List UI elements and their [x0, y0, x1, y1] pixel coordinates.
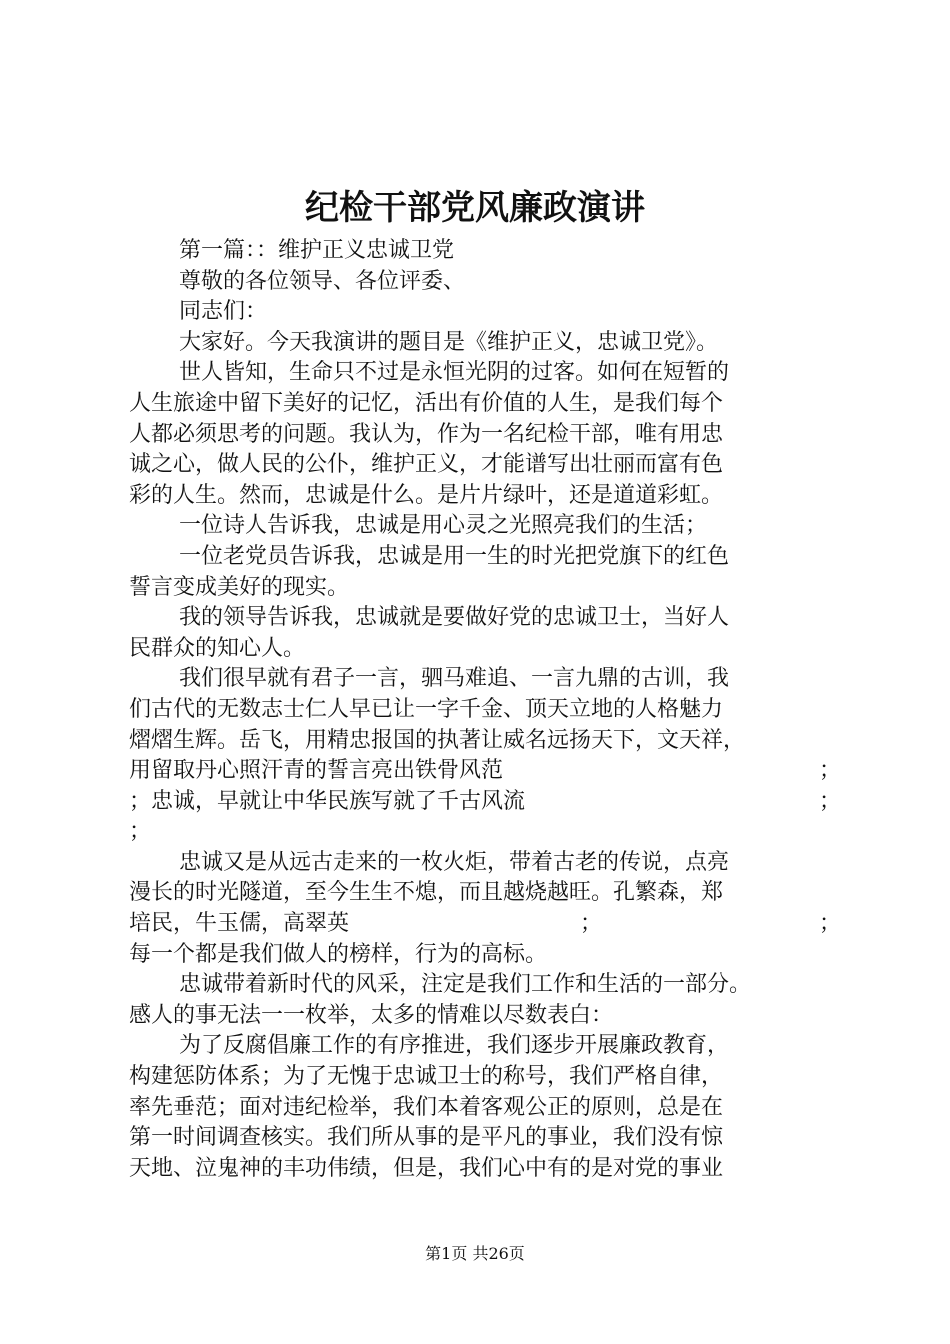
paragraph-line: 誓言变成美好的现实。: [129, 574, 350, 600]
line-text: 用留取丹心照汗青的誓言亮出铁骨风范: [129, 758, 504, 784]
line-text: ；忠诚，早就让中华民族写就了千古风流: [129, 788, 526, 814]
paragraph-line: 们古代的无数志士仁人早已让一字千金、顶天立地的人格魅力: [129, 696, 724, 722]
paragraph-line: 熠熠生辉。岳飞，用精忠报国的执著让威名远扬天下，文天祥，: [129, 727, 746, 753]
paragraph-line: ；: [129, 819, 152, 845]
line-semicolon: ；: [818, 788, 841, 814]
paragraph-line: 第一时间调查核实。我们所从事的是平凡的事业，我们没有惊: [129, 1125, 724, 1151]
paragraph-line: 我们很早就有君子一言，驷马难追、一言九鼎的古训，我: [179, 666, 730, 692]
paragraph-line: 我的领导告诉我，忠诚就是要做好党的忠诚卫士，当好人: [179, 605, 730, 631]
paragraph-line: 诚之心，做人民的公仆，维护正义，才能谱写出壮丽而富有色: [129, 452, 724, 478]
paragraph-line: 每一个都是我们做人的榜样，行为的高标。: [129, 941, 548, 967]
paragraph-line: 同志们：: [179, 299, 268, 325]
paragraph-line: 一位诗人告诉我，忠诚是用心灵之光照亮我们的生活；: [179, 513, 708, 539]
line-semicolon: ；: [818, 911, 841, 937]
paragraph-line: 天地、泣鬼神的丰功伟绩，但是，我们心中有的是对党的事业: [129, 1155, 724, 1181]
line-text: 培民，牛玉儒，高翠英: [129, 911, 350, 937]
paragraph-line: 世人皆知，生命只不过是永恒光阴的过客。如何在短暂的: [179, 360, 730, 386]
paragraph-line: 大家好。今天我演讲的题目是《维护正义，忠诚卫党》。: [179, 329, 719, 355]
paragraph-line: 忠诚又是从远古走来的一枚火炬，带着古老的传说，点亮: [179, 849, 730, 875]
paragraph-line: 一位老党员告诉我，忠诚是用一生的时光把党旗下的红色: [179, 543, 730, 569]
paragraph-line: 民群众的知心人。: [129, 635, 306, 661]
document-body: [129, 236, 841, 1184]
paragraph-line: [129, 909, 841, 940]
paragraph-line: 感人的事无法一一枚举，太多的情难以尽数表白：: [129, 1002, 614, 1028]
paragraph-line: 为了反腐倡廉工作的有序推进，我们逐步开展廉政教育，: [179, 1033, 730, 1059]
document-title: 纪检干部党风廉政演讲: [305, 188, 645, 228]
paragraph-line: 尊敬的各位领导、各位评委、: [179, 268, 466, 294]
paragraph-line: 漫长的时光隧道，至今生生不熄，而且越烧越旺。孔繁森，郑: [129, 880, 724, 906]
paragraph-line: 率先垂范；面对违纪检举，我们本着客观公正的原则，总是在: [129, 1094, 724, 1120]
paragraph-line: [129, 787, 841, 818]
page-footer: 第1页 共26页: [425, 1244, 525, 1263]
paragraph-line: 人都必须思考的问题。我认为，作为一名纪检干部，唯有用忠: [129, 421, 724, 447]
paragraph-line: 忠诚带着新时代的风采，注定是我们工作和生活的一部分。: [179, 972, 752, 998]
paragraph-line: [129, 756, 841, 787]
line-semicolon: ；: [818, 758, 841, 784]
paragraph-line: 第一篇：：维护正义忠诚卫党: [179, 238, 455, 263]
line-semicolon: ；: [579, 911, 602, 937]
paragraph-line: 构建惩防体系；为了无愧于忠诚卫士的称号，我们严格自律，: [129, 1064, 724, 1090]
paragraph-line: 彩的人生。然而，忠诚是什么。是片片绿叶，还是道道彩虹。: [129, 482, 724, 508]
paragraph-line: 人生旅途中留下美好的记忆，活出有价值的人生，是我们每个: [129, 390, 724, 416]
